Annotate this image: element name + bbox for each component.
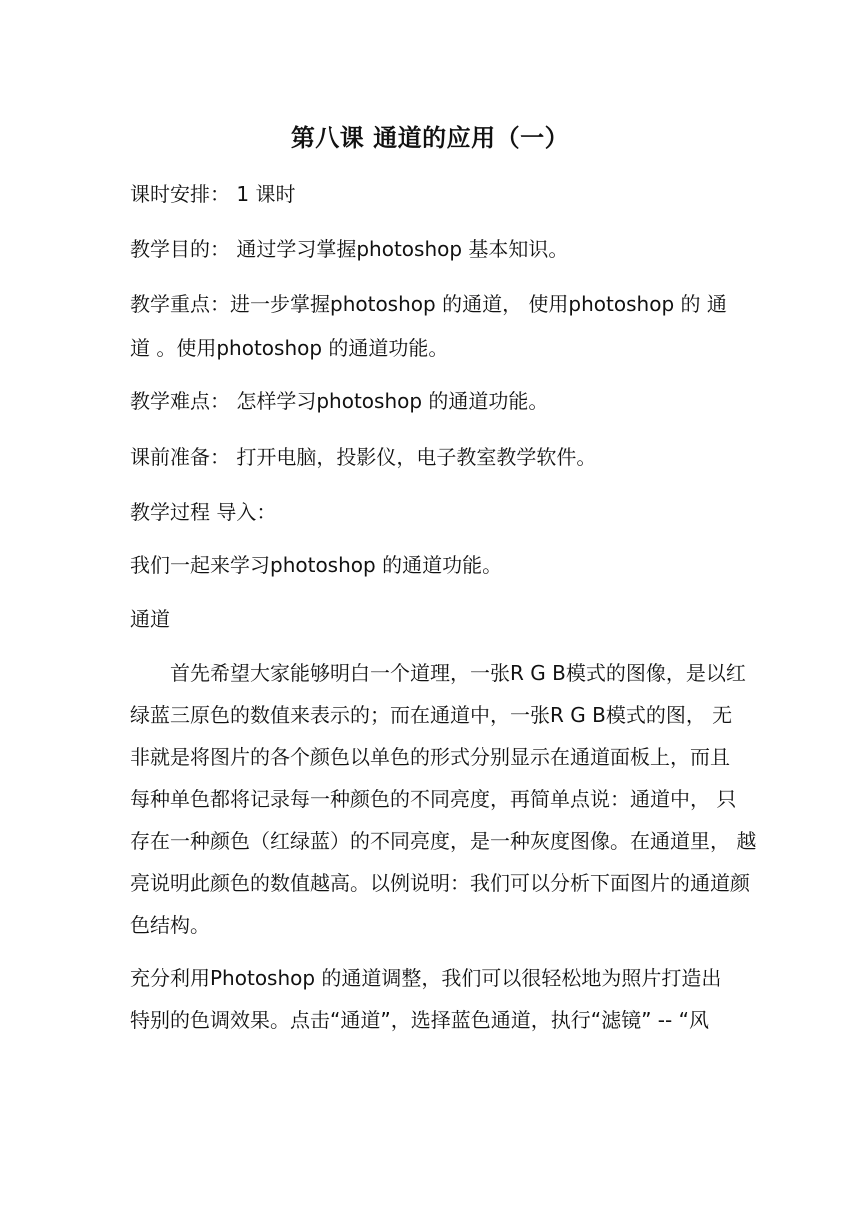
- focus-line-2: 道 。使用photoshop 的通道功能。: [130, 336, 449, 360]
- channel-explanation-paragraph: [130, 652, 757, 946]
- paragraph-line: 存在一种颜色（红绿蓝）的不同亮度，是一种灰度图像。在通道里， 越: [130, 829, 757, 853]
- paragraph-line: 亮说明此颜色的数值越高。以例说明：我们可以分析下面图片的通道颜: [130, 871, 750, 895]
- focus-line-1: 教学重点：进一步掌握photoshop 的通道， 使用photoshop 的 通: [130, 292, 727, 316]
- intro-line: 我们一起来学习photoshop 的通道功能。: [130, 553, 503, 577]
- difficulty-line: 教学难点： 怎样学习photoshop 的通道功能。: [130, 389, 549, 413]
- paragraph-line: 特别的色调效果。点击“通道”，选择蓝色通道，执行“滤镜” -- “风: [130, 1008, 709, 1032]
- process-line: 教学过程 导入：: [130, 500, 277, 524]
- paragraph-line: 首先希望大家能够明白一个道理，一张R G B模式的图像，是以红: [170, 661, 746, 685]
- paragraph-line: 非就是将图片的各个颜色以单色的形式分别显示在通道面板上，而且: [130, 745, 730, 769]
- section-heading: 通道: [130, 607, 170, 631]
- channel-adjust-paragraph: [130, 957, 750, 1041]
- schedule-line: 课时安排： 1 课时: [130, 182, 296, 206]
- preparation-line: 课前准备： 打开电脑，投影仪，电子教室教学软件。: [130, 445, 597, 469]
- paragraph-line: 充分利用Photoshop 的通道调整，我们可以很轻松地为照片打造出: [130, 966, 722, 990]
- paragraph-line: 色结构。: [130, 913, 210, 937]
- paragraph-line: 绿蓝三原色的数值来表示的；而在通道中，一张R G B模式的图， 无: [130, 703, 733, 727]
- objective-line: 教学目的： 通过学习掌握photoshop 基本知识。: [130, 237, 569, 261]
- paragraph-line: 每种单色都将记录每一种颜色的不同亮度，再简单点说：通道中， 只: [130, 787, 737, 811]
- document-title: 第八课 通道的应用（一）: [290, 124, 570, 152]
